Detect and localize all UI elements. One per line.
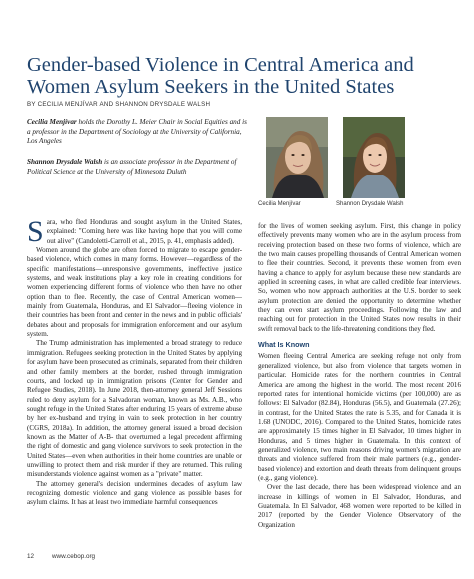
article-title: Gender-based Violence in Central America and Women Asylum Seekers in the United States	[27, 54, 414, 98]
paragraph: The attorney general's decision undermines decades of asylum law recognizing domestic violence and gang violence as possible bases for asylum claims. It has at least two immediate harmful consequences	[27, 479, 242, 507]
paragraph: Women fleeing Central America are seeking refuge not only from generalized violence, but also from violence that targets women in particular. Homicide rates for the northern countries in Central America are among the highest in the world. The most recent 2016 reported rates for intentional homicide victims (per 100,000) are as follows: El Salvador (82.84), Honduras (56.5), and Guatemala (27.26); in contrast, for the United States the rate is 5.35, and for Canada it is 1.68 (UNODC, 2016). Compared to the United States, homicide rates are approximately 15 times higher in El Salvador, 10 times higher in Honduras, and 5 times higher in Guatemala. In this context of generalized violence, two main reasons driving women's migration are threats and violence suffered from their male partners (e.g., gender-based violence) and extortion and death threats from delinquent groups (e.g., gang violence).	[258, 352, 461, 482]
photo-caption: Cecilia Menjívar	[258, 201, 301, 207]
author-bio-menjivar	[27, 118, 249, 147]
author-name: Cecilia Menjívar	[27, 118, 77, 126]
author-bio-text: holds the Dorothy L. Meier Chair in Social Equities and is a professor in the Department of Sociology at the University of California, Los Angeles	[27, 118, 247, 146]
author-bio-walsh	[27, 158, 249, 177]
page-number: 12	[27, 553, 35, 560]
photo-caption: Shannon Drysdale Walsh	[336, 201, 404, 207]
author-name: Shannon Drysdale Walsh	[27, 158, 103, 166]
right-column	[258, 222, 461, 530]
paragraph: Women around the globe are often forced to migrate to escape gender-based violence, which comes in many forms. However—regardless of the specific manifestations—unresponsive governments, ineffective justice systems, and weak institutions play a key role in creating conditions for women experiencing different forms of violence who then have no other option than to flee. Recently, the case of Central American women—mainly from Guatemala, Honduras, and El Salvador—fleeing violence in their countries has been front and center in the news and in public officials' debates about and proposals for immigration enforcement and our asylum system.	[27, 246, 242, 339]
footer-website[interactable]: www.cebop.org	[52, 553, 96, 560]
portrait-image	[343, 117, 405, 198]
section-heading: What Is Known	[258, 340, 310, 350]
author-bio-text: is an associate professor in the Department of Political Science at the University of Minnesota Duluth	[27, 158, 237, 176]
drop-cap: S	[27, 215, 44, 248]
author-photo-menjivar	[266, 117, 328, 198]
paragraph-text: ara, who fled Honduras and sought asylum in the United States, explained: "Coming here was like having hope that you will come out alive" (Candoletti-Carroll et al., 2015, p. 41, emphasis added).	[46, 218, 242, 245]
byline: BY CECILIA MENJÍVAR AND SHANNON DRYSDALE WALSH	[27, 101, 211, 108]
left-column	[27, 215, 242, 508]
author-photo-walsh	[343, 117, 405, 198]
paragraph: The Trump administration has implemented a broad strategy to reduce immigration. Refugees seeking protection in the United States by applying for asylum have been prosecuted as criminals, separated from their children and other family members at the border, rushed through immigration courts, and locked up in immigration prisons (Center for Gender and Refugee Studies, 2018). In June 2018, then-attorney general Jeff Sessions ruled to deny asylum for a Salvadoran woman, known as Ms. A.B., who sought refuge in the United States after enduring 15 years of extreme abuse by her ex-husband and trying in vain to seek protection in her country (CGRS, 2018a). In addition, the attorney general issued a broad decision known as the Matter of A-B- that overturned a legal precedent affirming the right of domestic and gang violence survivors to seek protection in the United States—even when authorities in their home countries are unable or unwilling to protect them and risk murder if they are returned. This ruling misunderstands violence against women as a "private" matter.	[27, 339, 242, 479]
paragraph: Over the last decade, there has been widespread violence and an increase in killings of women in El Salvador, Honduras, and Guatemala. In El Salvador, 468 women were reported to be killed in 2017 (reported by the Gender Violence Observatory of the Organization	[258, 483, 461, 529]
paragraph: for the lives of women seeking asylum. First, this change in policy effectively prevents many women who are in the asylum process from receiving protection based on these two forms of violence, which are the two main causes propelling thousands of Central American women to flee their countries. Second, it prevents these women from even having a chance to apply for asylum because these new standards are applied in screening cases, in what are called credible fear interviews. So, women who now approach authorities at the U.S. border to seek asylum protection are denied the opportunity to determine whether they can even start asylum proceedings. Following the law and reaching out for protection in the United States now results in their swift removal back to the life-threatening conditions they fled.	[258, 222, 461, 333]
portrait-image	[266, 117, 328, 198]
paragraph	[27, 215, 242, 248]
